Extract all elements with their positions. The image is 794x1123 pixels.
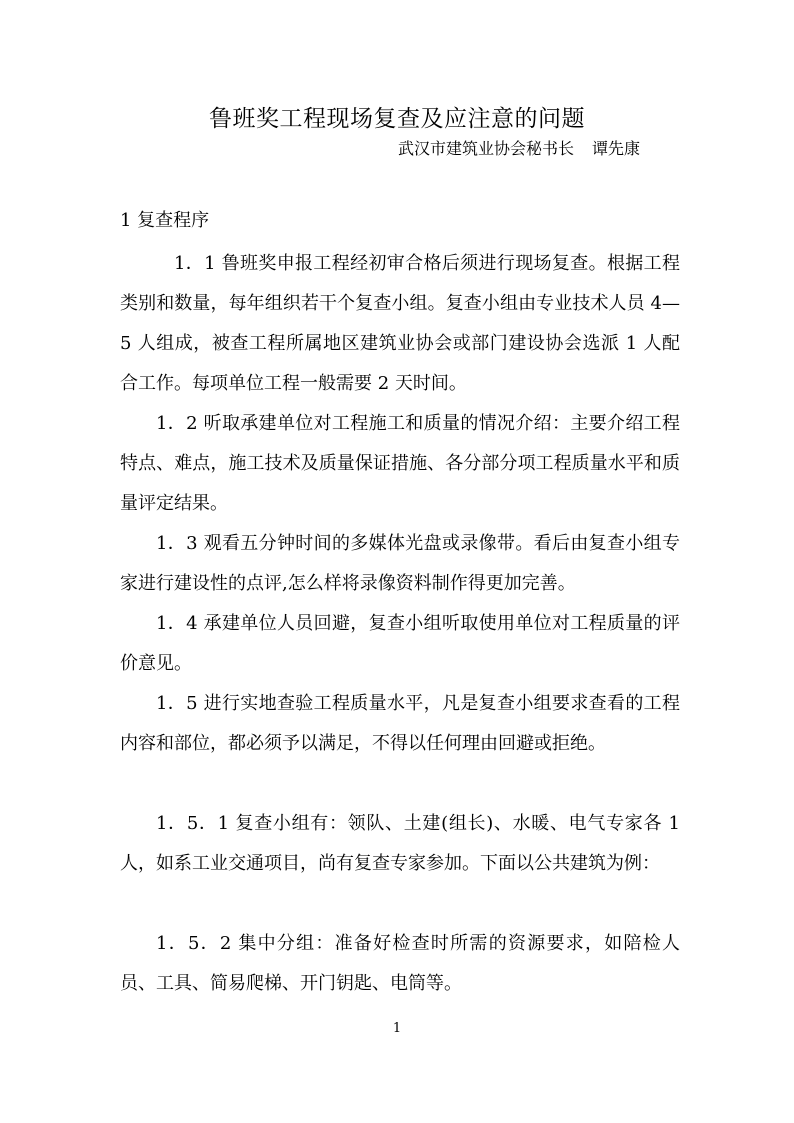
paragraph-1-4: 1．4 承建单位人员回避，复查小组听取使用单位对工程质量的评价意见。 (120, 613, 680, 674)
author-organization: 武汉市建筑业协会秘书长 (398, 139, 575, 158)
paragraph-1-1: 1．1 鲁班奖申报工程经初审合格后须进行现场复查。根据工程类别和数量，每年组织若干个复查小组。复查小组由专业技术人员 4—5 人组成，被查工程所属地区建筑业协会或部门建设协会选派 1 人配合工作。每项单位工程一般需要 2 天时间。 (120, 253, 680, 394)
page-number: 1 (392, 1021, 402, 1036)
paragraph-1-5: 1．5 进行实地查验工程质量水平，凡是复查小组要求查看的工程内容和部位，都必须予以满足，不得以任何理由回避或拒绝。 (120, 693, 680, 754)
paragraph-1-5-2: 1．5．2 集中分组：准备好检查时所需的资源要求，如陪检人员、工具、简易爬梯、开门钥匙、电筒等。 (120, 933, 680, 994)
author-name: 谭先康 (592, 139, 641, 158)
document-title: 鲁班奖工程现场复查及应注意的问题 (209, 106, 585, 132)
section-heading: 1 复查程序 (120, 210, 210, 231)
author-line (398, 138, 640, 160)
paragraph-1-5-1: 1．5．1 复查小组有：领队、土建(组长)、水暖、电气专家各 1 人，如系工业交通项目，尚有复查专家参加。下面以公共建筑为例： (120, 813, 680, 874)
paragraph-1-2: 1．2 听取承建单位对工程施工和质量的情况介绍：主要介绍工程特点、难点，施工技术及质量保证措施、各分部分项工程质量水平和质量评定结果。 (120, 413, 680, 514)
paragraph-1-3: 1．3 观看五分钟时间的多媒体光盘或录像带。看后由复查小组专家进行建设性的点评,怎么样将录像资料制作得更加完善。 (120, 533, 680, 594)
